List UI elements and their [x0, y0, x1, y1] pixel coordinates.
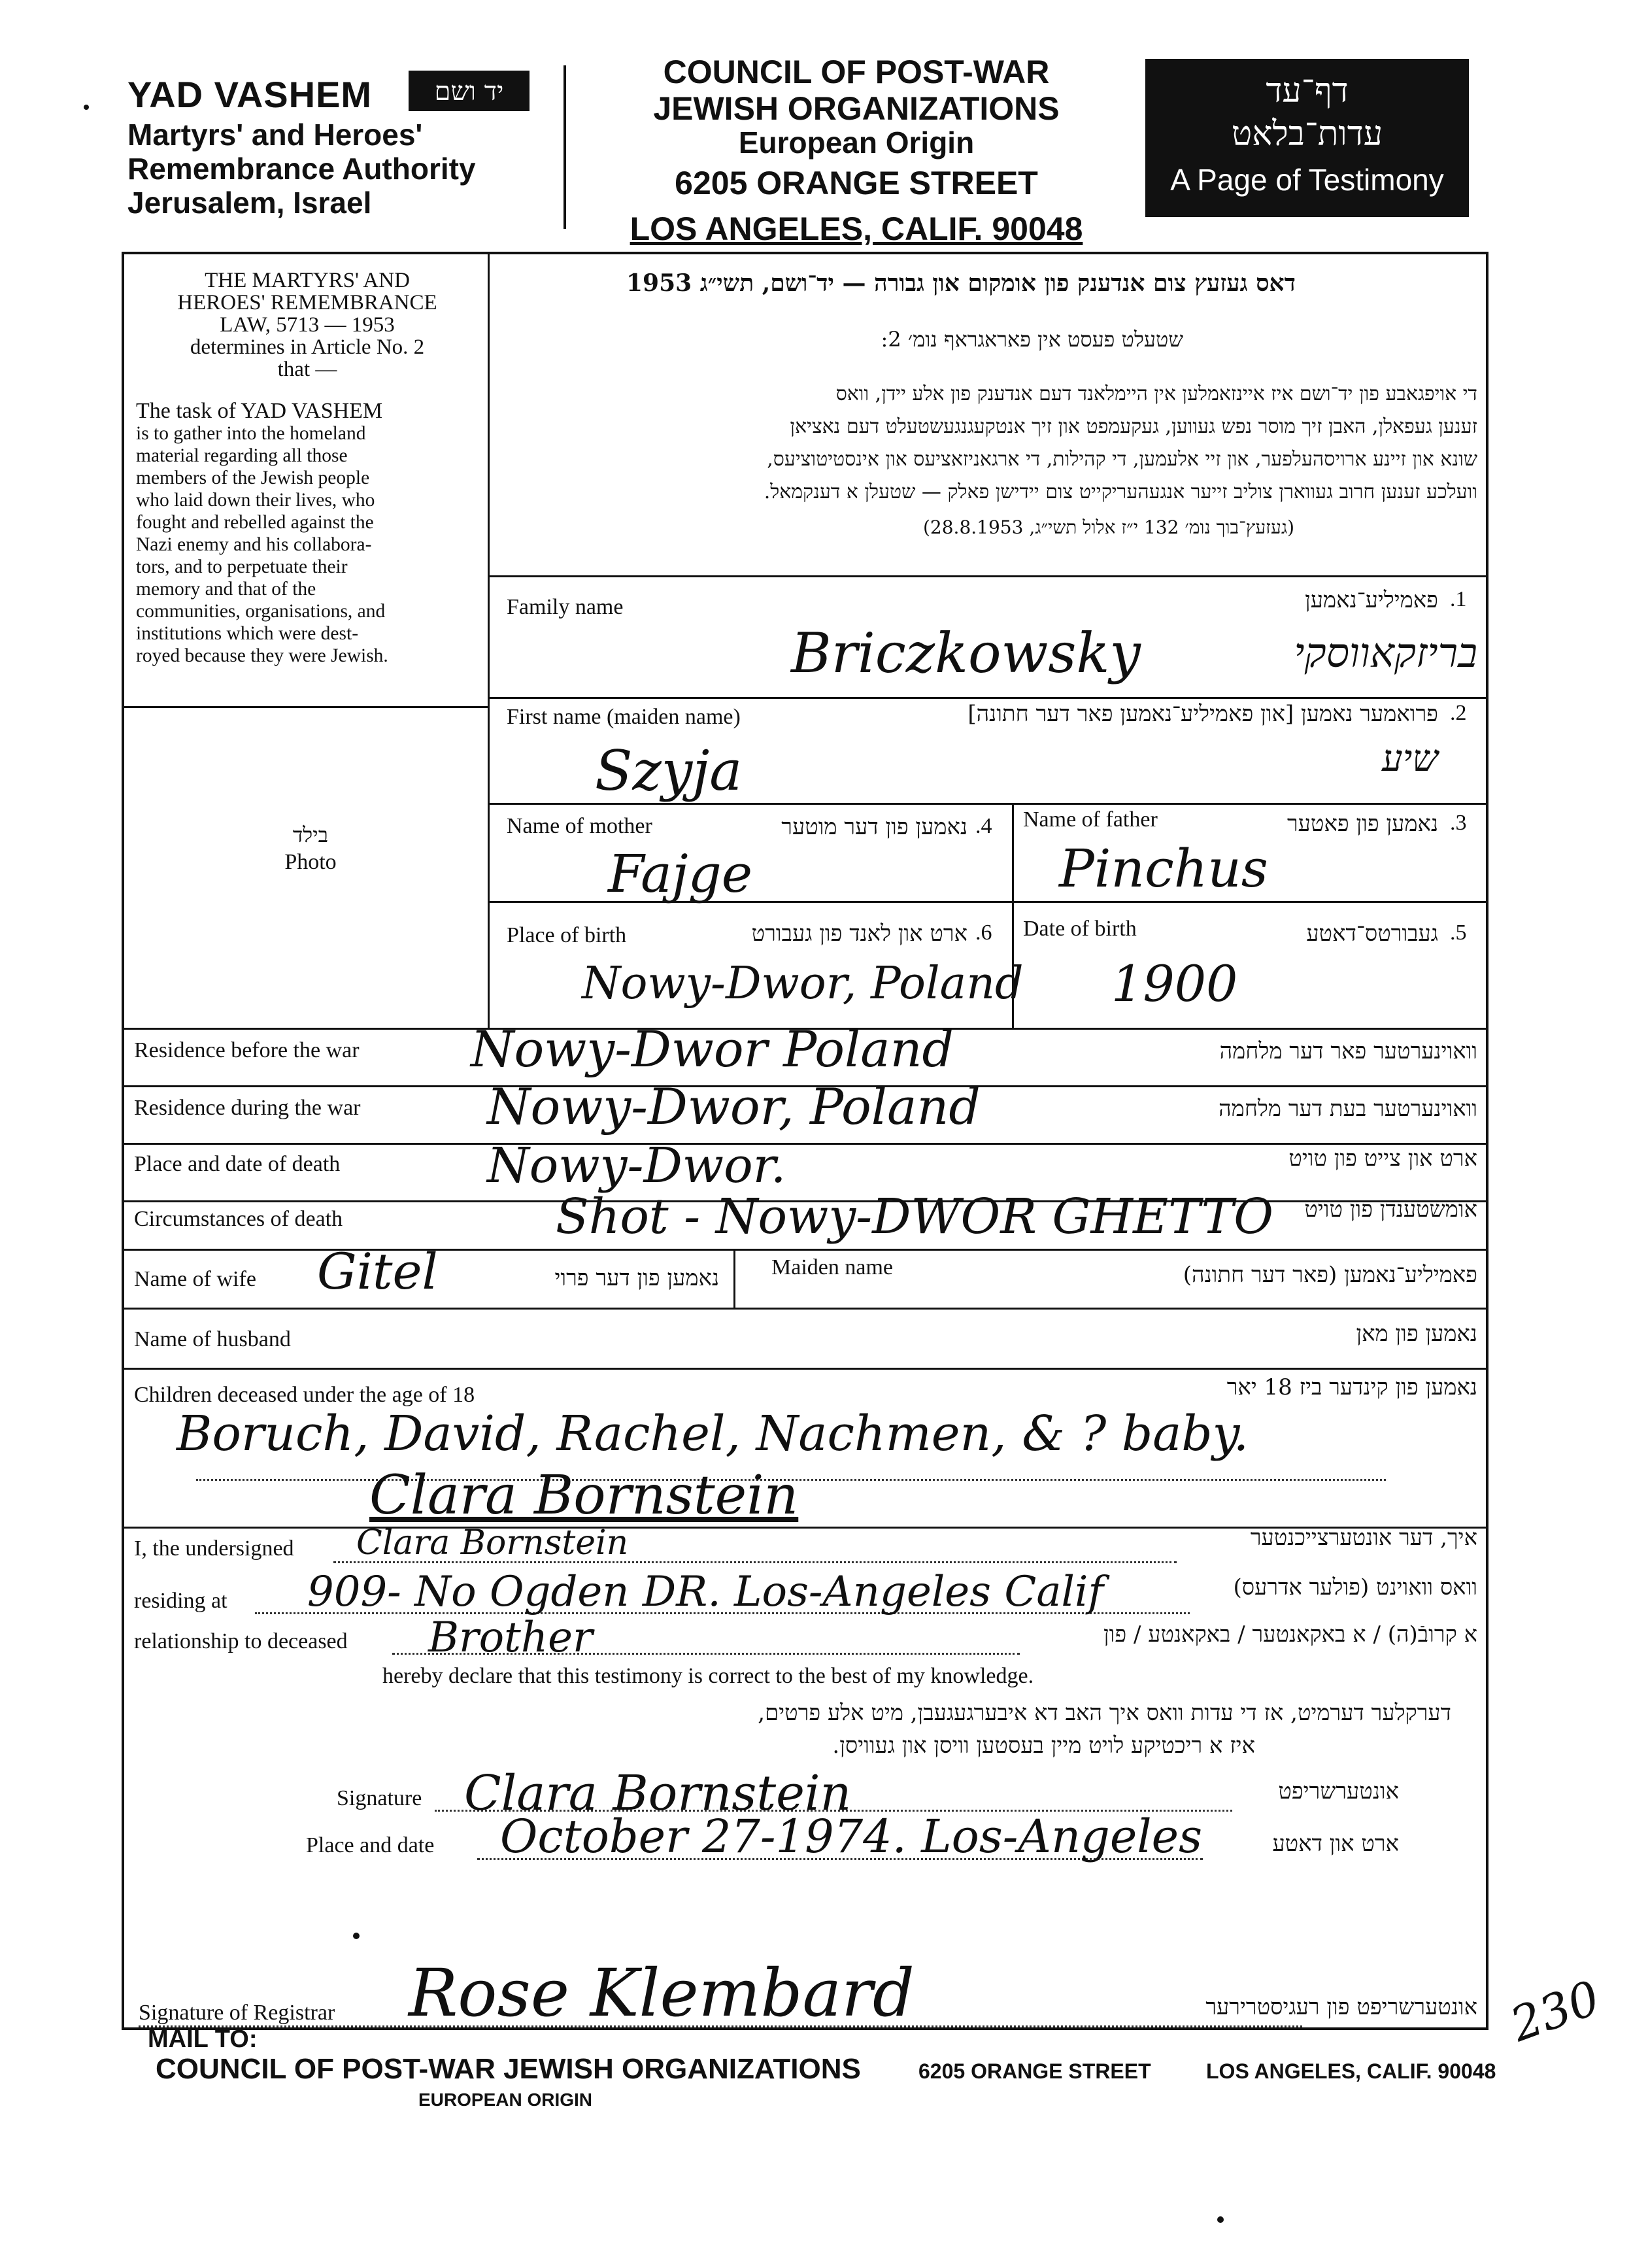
residence-during-value[interactable]: Nowy-Dwor, Poland	[487, 1077, 981, 1136]
father-number: .3	[1450, 811, 1467, 835]
wife-maiden-divider	[733, 1249, 735, 1309]
residence-during-bottom	[122, 1143, 1488, 1145]
yad-vashem-title: YAD VASHEM	[127, 74, 373, 115]
date-of-birth-label-hebrew: געבורטס־דאטע	[1306, 921, 1438, 947]
council-line-3: European Origin	[738, 126, 975, 160]
council-line-1: COUNCIL OF POST-WAR	[663, 54, 1050, 90]
relationship-label-hebrew: א קרובֿ(ה) / א באקאנטער / באקאנטע / פון	[1103, 1621, 1477, 1648]
date-of-birth-number: .5	[1450, 921, 1467, 945]
law-box-bottom	[122, 706, 489, 708]
wife-value[interactable]: Gitel	[317, 1242, 438, 1300]
photo-label-hebrew: בילד	[292, 822, 329, 847]
residing-label-hebrew: וואס וואוינט (פולער אדרעס)	[1233, 1574, 1477, 1600]
yiddish-law-title: דאס געזעץ צום אנדענק פון אומקום און גבורה — יד־ושם, תשי״ג 1953	[626, 269, 1296, 297]
maiden-name-label: Maiden name	[771, 1255, 893, 1279]
signature-label: Signature	[337, 1786, 422, 1810]
declaration-hebrew-2: איז א ריכטיקע לויט מיין בעסטען וויסן און געוויסן.	[832, 1733, 1255, 1759]
testimony-hebrew-1: דף־עד	[1266, 73, 1349, 110]
scan-speck	[84, 105, 89, 110]
yiddish-body-4: וועלכע זענען חרוב געווארן צוליב זייער אנגעהעריקייט צום יידישן פאלק — שטעלן א דענקמאל.	[764, 481, 1477, 503]
first-name-bottom	[488, 803, 1488, 805]
circumstances-label: Circumstances of death	[134, 1207, 343, 1231]
residence-before-value[interactable]: Nowy-Dwor Poland	[471, 1020, 954, 1078]
law-line-3: LAW, 5713 — 1953	[220, 313, 395, 337]
council-line-2: JEWISH ORGANIZATIONS	[653, 90, 1060, 127]
law-body-1: The task of YAD VASHEM	[136, 399, 383, 423]
testimony-hebrew-2: עדות־בלאט	[1231, 116, 1383, 153]
footer-street: 6205 ORANGE STREET	[918, 2059, 1151, 2083]
law-body-4: members of the Jewish people	[136, 467, 370, 488]
first-name-number: .2	[1450, 701, 1467, 725]
date-of-birth-value[interactable]: 1900	[1111, 955, 1238, 1013]
place-date-label-hebrew: ארט און דאטע	[1272, 1831, 1399, 1857]
residing-label: residing at	[134, 1589, 227, 1613]
scan-speck	[353, 1933, 360, 1939]
law-line-1: THE MARTYRS' AND	[205, 269, 410, 292]
relationship-value[interactable]: Brother	[428, 1614, 593, 1662]
yiddish-body-2: זענען געפאלן, האבן זיך מוסר נפש געווען, געקעמפט און זיך אנטקעגנגעשטעלט דעם נאציאן	[790, 415, 1477, 438]
place-of-birth-label: Place of birth	[507, 923, 627, 947]
family-name-bottom	[488, 697, 1488, 699]
signature-value[interactable]: Clara Bornstein	[464, 1765, 852, 1821]
yiddish-law-citation: (געזעץ־בוך נומ׳ 132 י״ז אלול תשי״ג, 28.8.1953)	[922, 516, 1294, 538]
law-body-3: material regarding all those	[136, 445, 348, 466]
residence-during-label: Residence during the war	[134, 1096, 361, 1120]
mother-number: .4	[975, 814, 992, 838]
husband-row-bottom	[122, 1368, 1488, 1370]
undersigned-signature-large[interactable]: Clara Bornstein	[369, 1464, 799, 1527]
death-place-label-hebrew: ארט און צייט פון טויט	[1288, 1145, 1477, 1172]
husband-label-hebrew: נאמען פון מאן	[1356, 1321, 1477, 1347]
wife-label: Name of wife	[134, 1267, 256, 1291]
residence-before-label: Residence before the war	[134, 1038, 360, 1062]
registrar-label: Signature of Registrar	[139, 2001, 335, 2025]
council-line-5: LOS ANGELES, CALIF. 90048	[630, 211, 1083, 247]
mother-label: Name of mother	[507, 814, 652, 838]
mail-to-label: MAIL TO:	[148, 2025, 258, 2053]
law-body-5: who laid down their lives, who	[136, 490, 375, 511]
family-name-value-hebrew[interactable]: בריזקאווסקי	[1294, 629, 1477, 677]
children-value[interactable]: Boruch, David, Rachel, Nachmen, & ? baby.	[177, 1406, 1249, 1462]
husband-label: Name of husband	[134, 1327, 291, 1351]
footer-city: LOS ANGELES, CALIF. 90048	[1206, 2059, 1496, 2083]
place-of-birth-value[interactable]: Nowy-Dwor, Poland	[582, 958, 1024, 1009]
law-body-10: communities, organisations, and	[136, 601, 386, 622]
children-label-hebrew: נאמען פון קינדער ביז 18 יאר	[1226, 1374, 1477, 1400]
page-number-handwritten: 230	[1504, 1969, 1607, 2052]
mother-value[interactable]: Fajge	[608, 843, 753, 904]
first-name-value[interactable]: Szyja	[595, 739, 743, 803]
residence-before-label-hebrew: וואוינערטער פאר דער מלחמה	[1219, 1038, 1477, 1064]
law-line-2: HEROES' REMEMBRANCE	[177, 291, 437, 314]
law-body-2: is to gather into the homeland	[136, 423, 366, 444]
mother-label-hebrew: נאמען פון דער מוטער	[781, 814, 967, 840]
place-of-birth-number: .6	[975, 921, 992, 945]
law-line-4: determines in Article No. 2	[190, 335, 425, 359]
maiden-name-label-hebrew: פאמיליע־נאמען (פאר דער חתונה)	[1183, 1262, 1477, 1288]
relationship-label: relationship to deceased	[134, 1629, 348, 1653]
law-body-9: memory and that of the	[136, 579, 316, 600]
yiddish-law-subtitle: שטעלט פעסט אין פאראגראף נומ׳ 2:	[881, 327, 1183, 352]
photo-label: Photo	[284, 850, 337, 874]
place-of-birth-label-hebrew: ארט און לאנד פון געבורט	[751, 921, 967, 947]
wife-label-hebrew: נאמען פון דער פרוי	[554, 1265, 719, 1291]
law-body-8: tors, and to perpetuate their	[136, 556, 348, 577]
law-body-6: fought and rebelled against the	[136, 512, 374, 533]
family-name-value[interactable]: Briczkowsky	[791, 621, 1141, 685]
family-name-label-hebrew: פאמיליע־נאמען	[1305, 587, 1438, 613]
family-name-label: Family name	[507, 595, 624, 619]
children-label: Children deceased under the age of 18	[134, 1383, 475, 1407]
yv-subtitle-2: Remembrance Authority	[127, 152, 476, 186]
death-place-value[interactable]: Nowy-Dwor.	[487, 1138, 786, 1194]
yiddish-law-bottom	[488, 575, 1488, 577]
declaration-hebrew-1: דערקלער דערמיט, אז די עדות וואס איך האב דא איבערגעגעבן, מיט אלע פרטים,	[758, 1700, 1451, 1726]
residing-value[interactable]: 909- No Ogden DR. Los-Angeles Calif	[307, 1568, 1104, 1616]
residence-during-label-hebrew: וואוינערטער בעת דער מלחמה	[1219, 1096, 1477, 1122]
place-date-label: Place and date	[306, 1833, 435, 1857]
place-date-value[interactable]: October 27-1974. Los-Angeles	[500, 1810, 1202, 1863]
law-box-heading	[131, 269, 484, 381]
father-value[interactable]: Pinchus	[1059, 838, 1268, 899]
yiddish-body-3: שונא און זיינע ארויסהעלפער, און זיי אלעמען, די קהילות, די ארגאניזאציעס און אינסטיטוציעס,	[767, 448, 1477, 471]
page-of-testimony-box	[1145, 59, 1469, 217]
yiddish-body-1: די אויפגאבע פון יד־ושם איז איינזאמלען אין היימלאנד דעם אנדענק פון אלע יידן, וואס	[835, 382, 1477, 405]
father-label-hebrew: נאמען פון פאטער	[1286, 811, 1438, 837]
undersigned-label: I, the undersigned	[134, 1536, 294, 1561]
testimony-english: A Page of Testimony	[1170, 163, 1444, 197]
council-line-4: 6205 ORANGE STREET	[675, 165, 1038, 201]
yv-subtitle-3: Jerusalem, Israel	[127, 186, 372, 220]
circumstances-label-hebrew: אומשטענדן פון טויט	[1304, 1196, 1477, 1223]
signature-label-hebrew: אונטערשריפט	[1278, 1778, 1399, 1804]
undersigned-label-hebrew: איך, דער אונטערצייכנטער	[1250, 1525, 1477, 1551]
law-box-body	[136, 400, 482, 667]
yad-vashem-hebrew-logo: יד ושם	[409, 71, 530, 111]
undersigned-value[interactable]: Clara Bornstein	[356, 1523, 629, 1563]
registrar-label-hebrew: אונטערשריפט פון רעגיסטרירער	[1205, 1994, 1477, 2020]
declaration-english: hereby declare that this testimony is correct to the best of my knowledge.	[382, 1664, 1034, 1688]
law-line-5: that —	[277, 358, 337, 381]
date-of-birth-label: Date of birth	[1023, 917, 1137, 941]
death-place-label: Place and date of death	[134, 1152, 341, 1176]
left-column-divider	[488, 252, 490, 1028]
wife-row-bottom	[122, 1308, 1488, 1310]
first-name-value-hebrew[interactable]: שיע	[1381, 737, 1438, 780]
father-label: Name of father	[1023, 807, 1158, 832]
header-divider	[563, 65, 566, 229]
first-name-label: First name (maiden name)	[507, 705, 741, 729]
footer-org: COUNCIL OF POST-WAR JEWISH ORGANIZATIONS	[156, 2053, 861, 2085]
law-body-7: Nazi enemy and his collabora-	[136, 534, 372, 555]
law-body-12: royed because they were Jewish.	[136, 645, 388, 666]
family-name-number: .1	[1450, 587, 1467, 611]
scan-speck	[1217, 2216, 1224, 2223]
first-name-label-hebrew: פרואמער נאמען [און פאמיליע־נאמען פאר דער חתונה]	[967, 701, 1438, 727]
footer-org-sub: EUROPEAN ORIGIN	[418, 2090, 593, 2110]
yv-subtitle-1: Martyrs' and Heroes'	[127, 118, 423, 152]
registrar-value[interactable]: Rose Klembard	[409, 1955, 915, 2031]
circumstances-value[interactable]: Shot - Nowy-DWOR GHETTO	[556, 1189, 1273, 1245]
law-body-11: institutions which were dest-	[136, 623, 359, 644]
yiddish-law-body	[503, 378, 1477, 509]
